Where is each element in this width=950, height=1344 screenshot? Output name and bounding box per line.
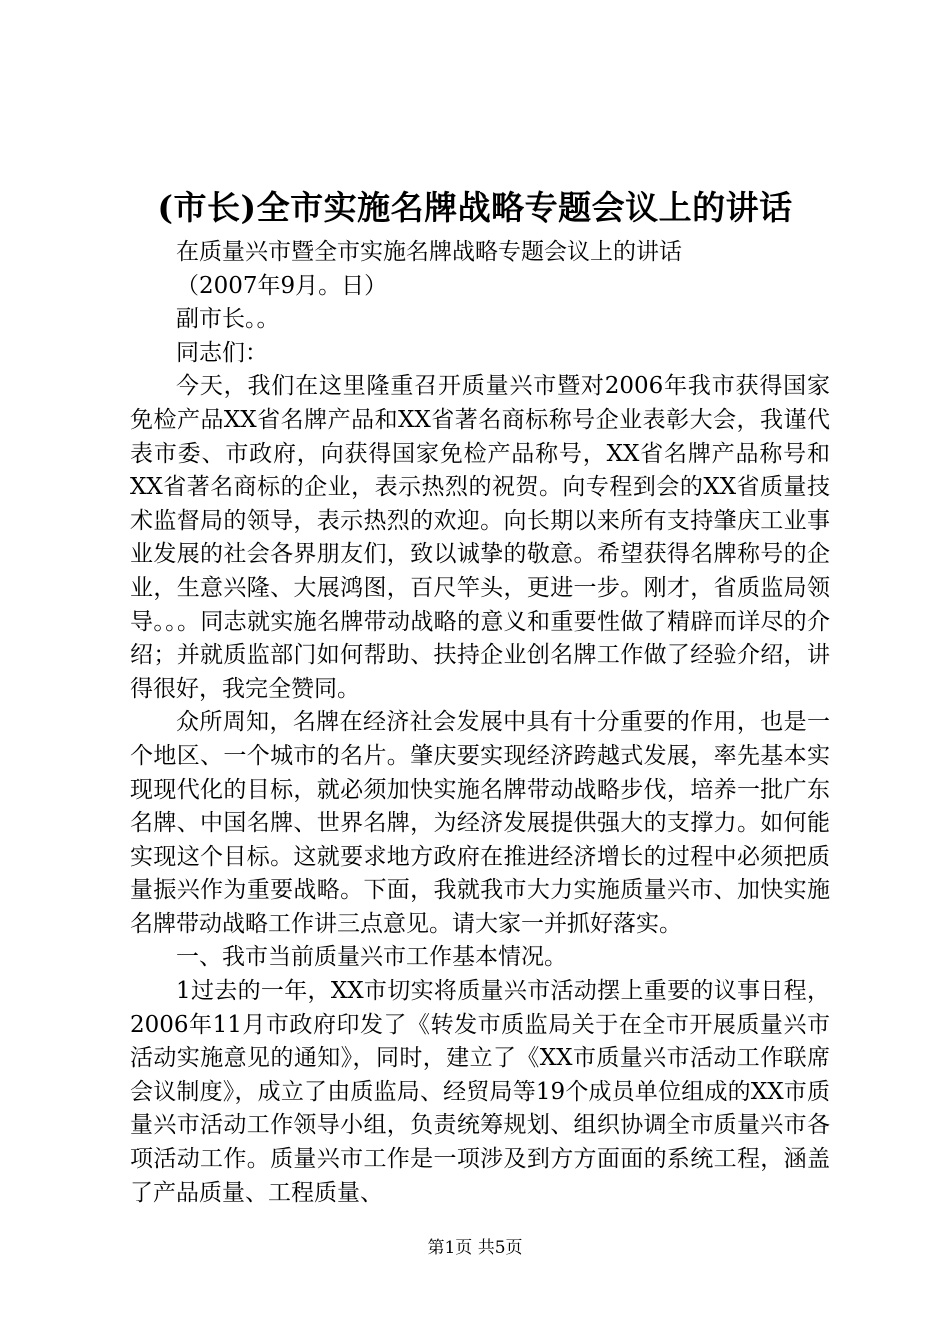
section-heading: 一、我市当前质量兴市工作基本情况。 — [176, 944, 567, 971]
document-body — [130, 236, 830, 1210]
page-footer: 第1页 共5页 — [427, 1238, 523, 1258]
date-paragraph: （2007年9月。日） — [176, 272, 388, 299]
salutation-paragraph: 同志们： — [176, 339, 268, 366]
body-paragraph: 众所周知，名牌在经济社会发展中具有十分重要的作用，也是一个地区、一个城市的名片。肇庆要实现经济跨越式发展，率先基本实现现代化的目标，就必须加快实施名牌带动战略步伐，培养一批广东名牌、中国名牌、世界名牌，为经济发展提供强大的支撑力。如何能实现这个目标。这就要求地方政府在推进经济增长的过程中必须把质量振兴作为重要战略。下面，我就我市大力实施质量兴市、加快实施名牌带动战略工作讲三点意见。请大家一并抓好落实。 — [130, 709, 830, 937]
subtitle-paragraph: 在质量兴市暨全市实施名牌战略专题会议上的讲话 — [176, 239, 682, 265]
speaker-paragraph: 副市长。。 — [176, 306, 280, 333]
body-paragraph: 今天，我们在这里隆重召开质量兴市暨对2006年我市获得国家免检产品XX省名牌产品和XX省著名商标称号企业表彰大会，我谨代表市委、市政府，向获得国家免检产品称号，XX省名牌产品称号和XX省著名商标的企业，表示热烈的祝贺。向专程到会的XX省质量技术监督局的领导，表示热烈的欢迎。向长期以来所有支持肇庆工业事业发展的社会各界朋友们，致以诚挚的敬意。希望获得名牌称号的企业，生意兴隆、大展鸿图，百尺竿头，更进一步。刚才，省质监局领导。。。同志就实施名牌带动战略的意义和重要性做了精辟而详尽的介绍；并就质监部门如何帮助、扶持企业创名牌工作做了经验介绍，讲得很好，我完全赞同。 — [130, 373, 830, 702]
document-title: (市长)全市实施名牌战略专题会议上的讲话 — [157, 188, 793, 227]
body-paragraph: 1过去的一年，XX市切实将质量兴市活动摆上重要的议事日程，2006年11月市政府印发了《转发市质监局关于在全市开展质量兴市活动实施意见的通知》，同时，建立了《XX市质量兴市活动工作联席会议制度》，成立了由质监局、经贸局等19个成员单位组成的XX市质量兴市活动工作领导小组，负责统筹规划、组织协调全市质量兴市各项活动工作。质量兴市工作是一项涉及到方方面面的系统工程，涵盖了产品质量、工程质量、 — [130, 978, 830, 1206]
